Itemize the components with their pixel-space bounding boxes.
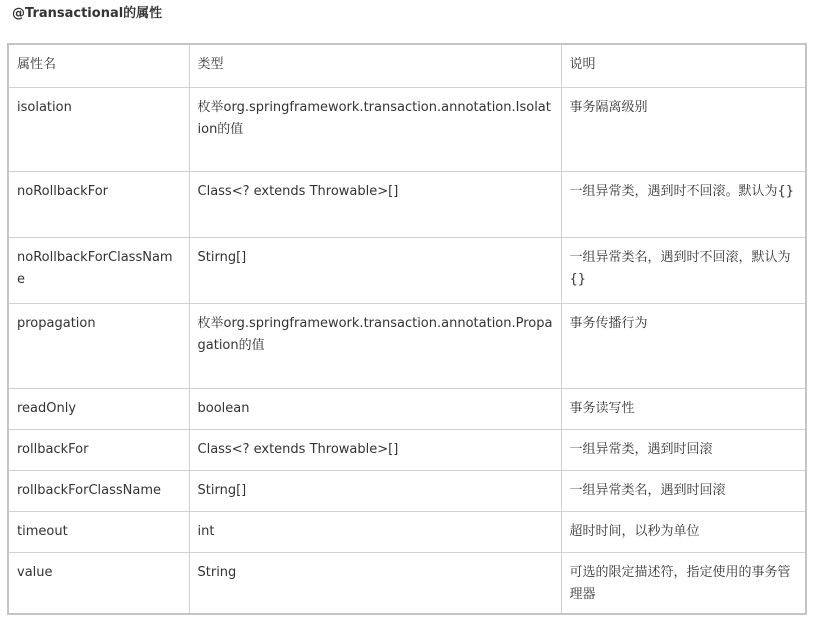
table-row [9, 237, 805, 303]
cell-type: Class<? extends Throwable>[] [189, 171, 561, 237]
cell-type: int [189, 511, 561, 552]
cell-name: rollbackFor [9, 429, 189, 470]
page-title: @Transactional的属性 [12, 6, 163, 21]
column-header-type: 类型 [189, 45, 561, 87]
table-row [9, 303, 805, 388]
table-row [9, 552, 805, 613]
cell-name: propagation [9, 303, 189, 388]
cell-name: noRollbackFor [9, 171, 189, 237]
cell-description: 可选的限定描述符，指定使用的事务管理器 [561, 552, 805, 613]
cell-type: String [189, 552, 561, 613]
cell-description: 事务隔离级别 [561, 87, 805, 171]
column-header-name: 属性名 [9, 45, 189, 87]
properties-table-container [7, 43, 807, 615]
cell-description: 事务传播行为 [561, 303, 805, 388]
table-header-row [9, 45, 805, 87]
cell-description: 超时时间，以秒为单位 [561, 511, 805, 552]
cell-name: isolation [9, 87, 189, 171]
cell-description: 事务读写性 [561, 388, 805, 429]
table-row [9, 171, 805, 237]
cell-description: 一组异常类名，遇到时回滚 [561, 470, 805, 511]
cell-type: boolean [189, 388, 561, 429]
cell-type: Class<? extends Throwable>[] [189, 429, 561, 470]
table-row [9, 388, 805, 429]
table-row [9, 470, 805, 511]
cell-type: 枚举org.springframework.transaction.annotation.Isolation的值 [189, 87, 561, 171]
cell-name: value [9, 552, 189, 613]
table-row [9, 511, 805, 552]
table-row [9, 87, 805, 171]
cell-type: Stirng[] [189, 237, 561, 303]
cell-name: readOnly [9, 388, 189, 429]
properties-table [9, 45, 805, 613]
cell-description: 一组异常类，遇到时不回滚。默认为{} [561, 171, 805, 237]
cell-name: rollbackForClassName [9, 470, 189, 511]
cell-description: 一组异常类名，遇到时不回滚，默认为{} [561, 237, 805, 303]
cell-type: 枚举org.springframework.transaction.annotation.Propagation的值 [189, 303, 561, 388]
table-row [9, 429, 805, 470]
cell-type: Stirng[] [189, 470, 561, 511]
cell-description: 一组异常类，遇到时回滚 [561, 429, 805, 470]
cell-name: noRollbackForClassName [9, 237, 189, 303]
column-header-description: 说明 [561, 45, 805, 87]
cell-name: timeout [9, 511, 189, 552]
